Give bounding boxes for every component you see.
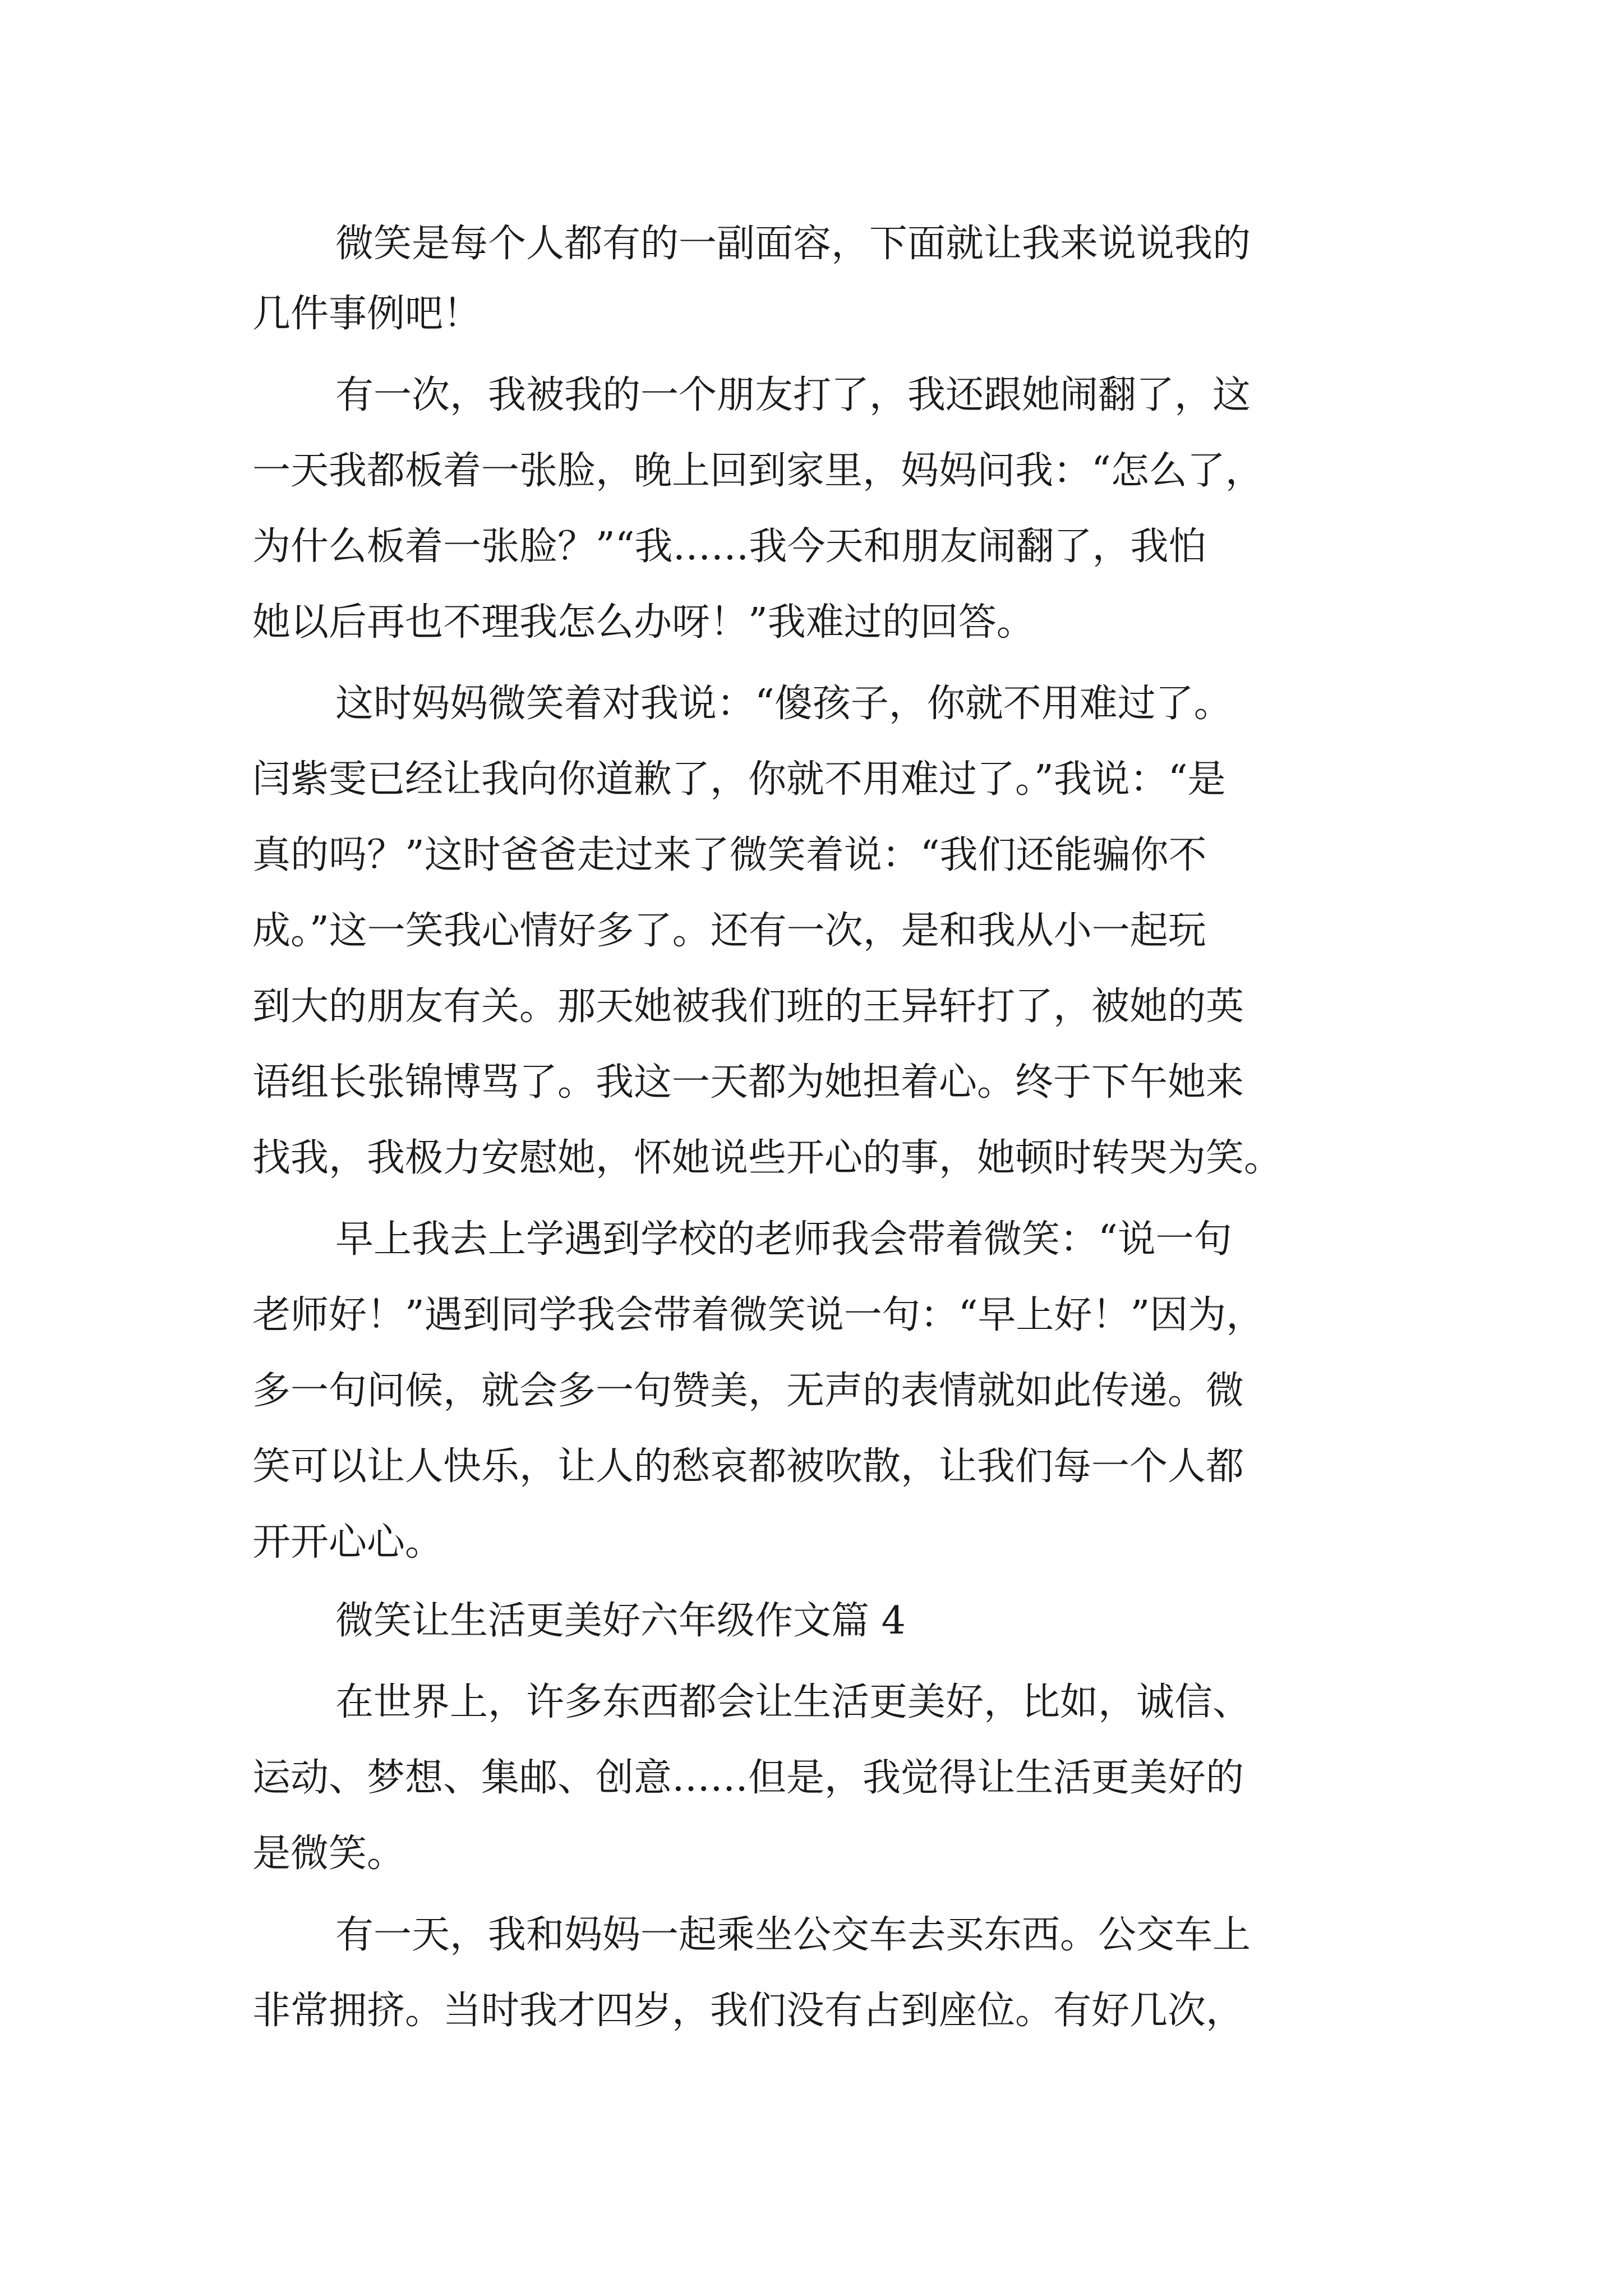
paragraph-line: 闫紫雯已经让我向你道歉了，你就不用难过了。”我说：“是 <box>252 757 1226 802</box>
paragraph-line: 有一次，我被我的一个朋友打了，我还跟她闹翻了，这 <box>335 373 1251 417</box>
paragraph-line: 笑可以让人快乐，让人的愁哀都被吹散，让我们每一个人都 <box>252 1444 1244 1489</box>
paragraph-line: 几件事例吧！ <box>252 292 482 336</box>
paragraph-line: 运动、梦想、集邮、创意……但是，我觉得让生活更美好的 <box>252 1756 1244 1800</box>
paragraph-line: 她以后再也不理我怎么办呀！”我难过的回答。 <box>252 600 1035 645</box>
paragraph-line: 语组长张锦博骂了。我这一天都为她担着心。终于下午她来 <box>252 1060 1244 1105</box>
paragraph-line: 微笑是每个人都有的一副面容，下面就让我来说说我的 <box>335 222 1251 266</box>
paragraph-line: 在世界上，许多东西都会让生活更美好，比如，诚信、 <box>335 1680 1251 1724</box>
paragraph-line: 是微笑。 <box>252 1832 405 1876</box>
paragraph-line: 老师好！”遇到同学我会带着微笑说一句：“早上好！”因为， <box>252 1293 1265 1337</box>
section-heading: 微笑让生活更美好六年级作文篇 4 <box>335 1599 906 1643</box>
paragraph-line: 找我，我极力安慰她，怀她说些开心的事，她顿时转哭为笑。 <box>252 1136 1283 1180</box>
paragraph-line: 有一天，我和妈妈一起乘坐公交车去买东西。公交车上 <box>335 1913 1251 1957</box>
paragraph-line: 非常拥挤。当时我才四岁，我们没有占到座位。有好几次， <box>252 1989 1244 2033</box>
paragraph-line: 到大的朋友有关。那天她被我们班的王异轩打了，被她的英 <box>252 984 1244 1029</box>
paragraph-line: 这时妈妈微笑着对我说：“傻孩子，你就不用难过了。 <box>335 682 1232 726</box>
paragraph-line: 一天我都板着一张脸，晚上回到家里，妈妈问我：“怎么了， <box>252 449 1264 493</box>
paragraph-line: 为什么板着一张脸？”“我……我今天和朋友闹翻了，我怕 <box>252 524 1207 569</box>
paragraph-line: 真的吗？”这时爸爸走过来了微笑着说：“我们还能骗你不 <box>252 833 1207 877</box>
paragraph-line: 多一句问候，就会多一句赞美，无声的表情就如此传递。微 <box>252 1369 1244 1413</box>
paragraph-line: 早上我去上学遇到学校的老师我会带着微笑：“说一句 <box>335 1217 1232 1262</box>
paragraph-line: 成。”这一笑我心情好多了。还有一次，是和我从小一起玩 <box>252 909 1206 953</box>
paragraph-line: 开开心心。 <box>252 1520 444 1565</box>
